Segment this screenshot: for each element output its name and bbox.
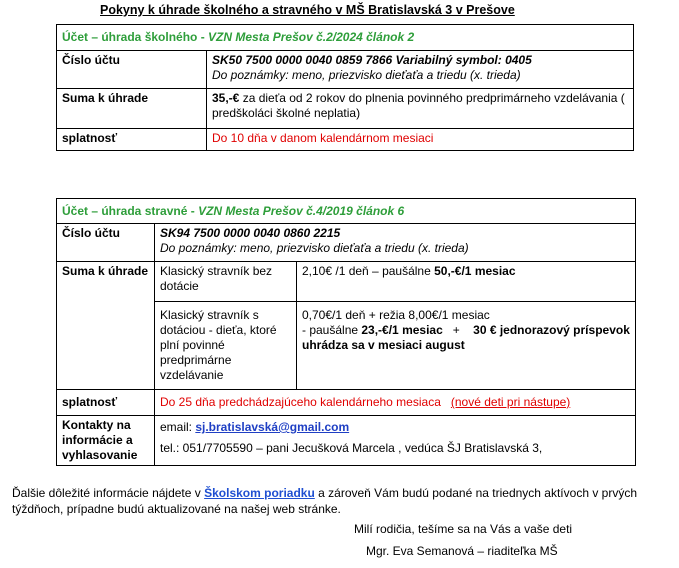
meals-price-subsidy <box>297 302 636 390</box>
page-title: Pokyny k úhrade školného a stravného v MŠ Bratislavská 3 v Prešove <box>100 3 515 17</box>
meals-type-no-subsidy: Klasický stravník bez dotácie <box>155 262 297 302</box>
meals-header <box>57 199 636 224</box>
tuition-amount-text: za dieťa od 2 rokov do plnenia povinného predprimárneho vzdelávania ( predškoláci školné neplatia) <box>212 91 625 120</box>
meals-account-number: SK94 7500 0000 0040 0860 2215 <box>160 226 341 240</box>
tuition-account-cell <box>207 51 634 89</box>
tuition-table <box>56 24 634 151</box>
contacts-email-link[interactable]: sj.bratislavská@gmail.com <box>195 420 350 434</box>
meals-account-label: Číslo účtu <box>57 224 155 262</box>
tuition-header-vzn: VZN Mesta Prešov č.2/2024 článok 2 <box>208 30 415 44</box>
meals-due-extra: (nové deti pri nástupe) <box>450 395 571 409</box>
meals-account-cell <box>155 224 636 262</box>
tuition-header <box>57 25 634 51</box>
meals-price2-contribution: 30 € jednorazový príspevok uhrádza sa v mesiaci august <box>302 323 630 352</box>
footer-info <box>12 485 662 517</box>
school-rules-link[interactable]: Školskom poriadku <box>204 486 315 500</box>
meals-header-prefix: Účet – úhrada stravné - <box>62 203 199 218</box>
meals-due-text: Do 25 dňa predchádzajúceho kalendárneho mesiaca <box>160 395 441 409</box>
meals-account-note: Do poznámky: meno, priezvisko dieťaťa a triedu (x. trieda) <box>160 241 469 255</box>
tuition-header-prefix: Účet – úhrada školného - <box>62 30 209 44</box>
meals-header-vzn: VZN Mesta Prešov č.4/2019 článok 6 <box>198 203 405 218</box>
meals-table <box>56 198 636 466</box>
tuition-amount-value: 35,-€ <box>212 91 240 105</box>
contacts-cell <box>155 416 636 466</box>
footer-info-text-b: a zároveň Vám budú podané na triednych aktívoch v prvých týždňoch, prípadne budú aktualizované na našej web stránke. <box>12 486 638 516</box>
meals-type-subsidy: Klasický stravník s dotáciou - dieťa, ktoré plní povinné predprimárne vzdelávanie <box>155 302 297 390</box>
tuition-due-text: Do 10 dňa v danom kalendárnom mesiaci <box>207 129 634 151</box>
contacts-phone: tel.: 051/7705590 – pani Jecušková Marcela , vedúca ŠJ Bratislavská 3, <box>160 441 543 455</box>
meals-price1-text: 2,10€ /1 deň – paušálne <box>302 264 435 278</box>
tuition-account-label: Číslo účtu <box>57 51 207 89</box>
meals-price2-plus: + <box>442 323 474 337</box>
contacts-email-prefix: email: <box>160 420 196 434</box>
footer-signature: Mgr. Eva Semanová – riaditeľka MŠ <box>366 544 558 558</box>
meals-due-cell <box>155 390 636 416</box>
meals-price2-flat: 23,-€/1 mesiac <box>361 323 443 337</box>
tuition-amount-label: Suma k úhrade <box>57 89 207 129</box>
tuition-account-note: Do poznámky: meno, priezvisko dieťaťa a triedu (x. trieda) <box>212 68 521 82</box>
tuition-due-label: splatnosť <box>57 129 207 151</box>
meals-price2-daily: 0,70€/1 deň + režia 8,00€/1 mesiac <box>302 308 490 322</box>
meals-price2-line <box>302 323 630 353</box>
meals-amount-label: Suma k úhrade <box>57 262 155 390</box>
meals-price1-flat: 50,-€/1 mesiac <box>434 264 516 278</box>
footer-greeting: Milí rodičia, tešíme sa na Vás a vaše deti <box>354 522 573 536</box>
meals-due-label: splatnosť <box>57 390 155 416</box>
footer-info-text-a: Ďalšie dôležité informácie nájdete v <box>12 486 205 500</box>
tuition-account-number: SK50 7500 0000 0040 0859 7866 Variabilný symbol: 0405 <box>212 53 532 67</box>
meals-price-no-subsidy <box>297 262 636 302</box>
meals-price2-prefix: - paušálne <box>302 323 362 337</box>
contacts-label: Kontakty na informácie a vyhlasovanie <box>57 416 155 466</box>
contacts-email-line <box>160 420 630 435</box>
tuition-amount-cell <box>207 89 634 129</box>
